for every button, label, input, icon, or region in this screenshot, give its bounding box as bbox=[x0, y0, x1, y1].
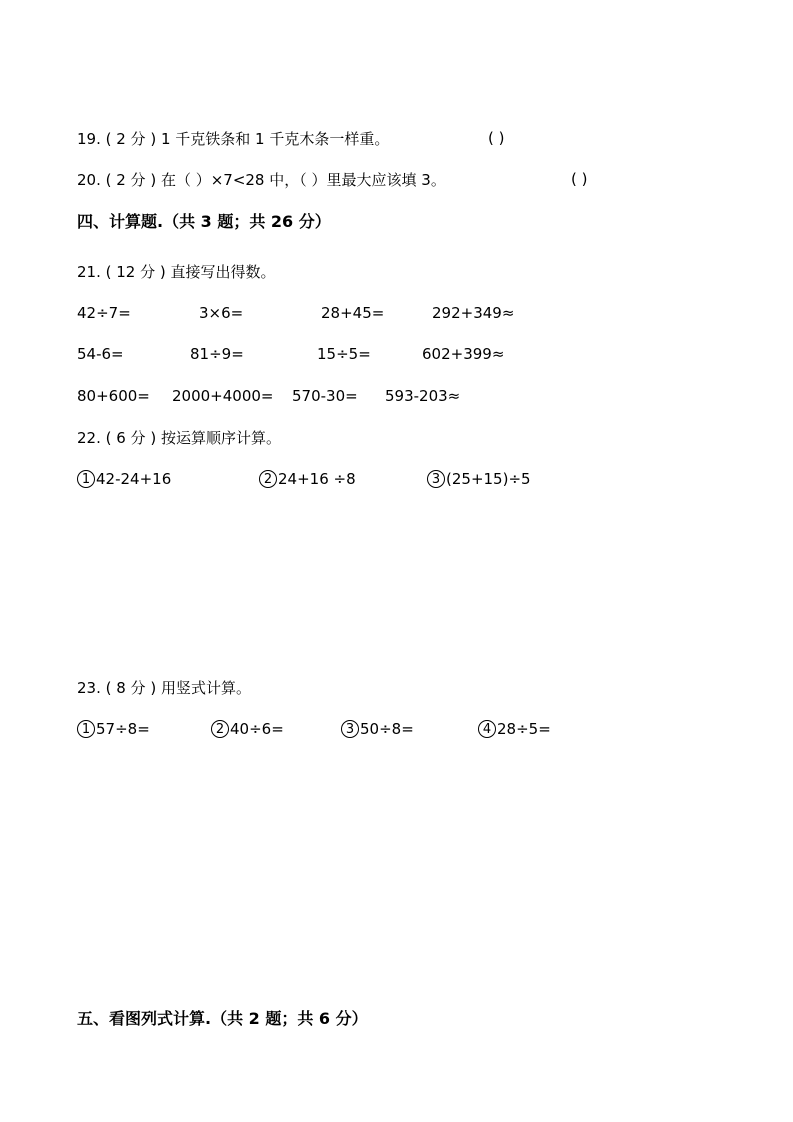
calc-item: 2000+4000= bbox=[172, 387, 274, 405]
calc-item bbox=[341, 720, 414, 739]
calc-item bbox=[77, 720, 150, 739]
calc-item bbox=[478, 720, 551, 739]
calc-item: 3×6= bbox=[199, 304, 244, 322]
calc-item: 15÷5= bbox=[317, 345, 371, 363]
expression: 50÷8= bbox=[360, 720, 414, 738]
calc-item bbox=[427, 470, 531, 489]
circled-number-1: 1 bbox=[77, 720, 95, 738]
expression: 24+16 ÷8 bbox=[278, 470, 356, 488]
calc-item: 80+600= bbox=[77, 387, 150, 405]
calc-item bbox=[77, 470, 171, 489]
question-19-text: 19. ( 2 分 ) 1 千克铁条和 1 千克木条一样重。 bbox=[77, 130, 390, 148]
question-19-answer-blank: ( ) bbox=[488, 129, 505, 147]
question-20-text: 20. ( 2 分 ) 在（ ）×7<28 中，（ ）里最大应该填 3。 bbox=[77, 171, 446, 189]
expression: (25+15)÷5 bbox=[446, 470, 531, 488]
calc-item: 570-30= bbox=[292, 387, 358, 405]
calc-item bbox=[259, 470, 356, 489]
calc-item: 28+45= bbox=[321, 304, 385, 322]
circled-number-2: 2 bbox=[211, 720, 229, 738]
section-4-heading: 四、计算题.（共 3 题；共 26 分） bbox=[77, 212, 331, 231]
circled-number-4: 4 bbox=[478, 720, 496, 738]
circled-number-2: 2 bbox=[259, 470, 277, 488]
question-19 bbox=[77, 129, 389, 149]
section-5-heading: 五、看图列式计算.（共 2 题；共 6 分） bbox=[77, 1009, 368, 1028]
calc-item: 593-203≈ bbox=[385, 387, 461, 405]
expression: 28÷5= bbox=[497, 720, 551, 738]
expression: 57÷8= bbox=[96, 720, 150, 738]
question-20 bbox=[77, 170, 446, 190]
question-21-title: 21. ( 12 分 ) 直接写出得数。 bbox=[77, 263, 276, 281]
circled-number-3: 3 bbox=[341, 720, 359, 738]
expression: 42-24+16 bbox=[96, 470, 172, 488]
calc-item: 54-6= bbox=[77, 345, 124, 363]
calc-item: 602+399≈ bbox=[422, 345, 505, 363]
calc-item: 292+349≈ bbox=[432, 304, 515, 322]
calc-item: 81÷9= bbox=[190, 345, 244, 363]
question-23-title: 23. ( 8 分 ) 用竖式计算。 bbox=[77, 679, 251, 697]
calc-item bbox=[211, 720, 284, 739]
calc-item: 42÷7= bbox=[77, 304, 131, 322]
question-22-title: 22. ( 6 分 ) 按运算顺序计算。 bbox=[77, 429, 281, 447]
expression: 40÷6= bbox=[230, 720, 284, 738]
question-20-answer-blank: ( ) bbox=[571, 170, 588, 188]
circled-number-1: 1 bbox=[77, 470, 95, 488]
circled-number-3: 3 bbox=[427, 470, 445, 488]
